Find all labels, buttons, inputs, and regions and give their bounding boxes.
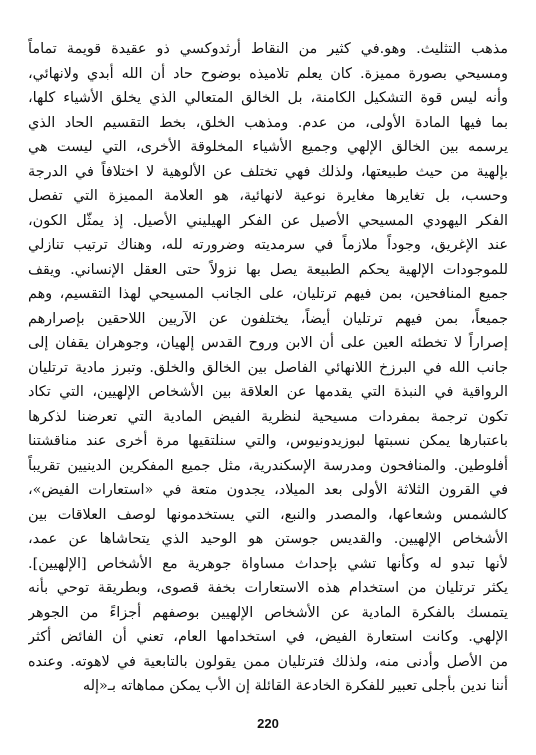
text-line: الإلهي. وكانت استعارة الفيض، في استخدامها العام، تعني أن الفائض أكثر bbox=[28, 629, 508, 645]
text-line: يتمسك بالفكرة المادية عن الأشخاص الإلهيين بوصفهم أجزاءً من الجوهر bbox=[28, 604, 508, 621]
text-line: مذهب التثليث. وهو.في كثير من النقاط أرثدوكسي ذو عقيدة قويمة تماماً bbox=[28, 41, 508, 57]
text-line: تكون ترجمة بمفردات مسيحية لنظرية الفيض المادية التي تعرضنا لذكرها bbox=[28, 408, 508, 425]
text-line: وحسب، بل تغايرها مغايرة نوعية لانهائية، هو العلامة المميزة التي تفصل bbox=[28, 188, 508, 204]
text-line: بإلهية من حيث طبيعتها، ولذلك فهي تختلف عن الألوهية لا اختلافاً في الدرجة bbox=[28, 163, 508, 180]
text-line: باعتبارها يمكن نسبتها لبوزيدونيوس، والتي سنلتقيها مرة أخرى عند مناقشتنا bbox=[28, 433, 508, 449]
text-line: لأنها تبدو له وكأنها تشي بإحداث مساواة جوهرية مع الأشخاص [الإلهيين]. bbox=[28, 555, 508, 572]
text-line: جانب الله في البرزخ اللانهائي الفاصل بين الخالق والخلق. وتبرز مادية ترتليان bbox=[28, 359, 508, 376]
text-line: في القرون الثلاثة الأولى بعد الميلاد، يجدون متعة في «استعارات الفيض»، bbox=[28, 482, 508, 498]
body-text bbox=[28, 37, 508, 699]
text-line: كالشمس وشعاعها، والمصدر والنبع، التي يستخدمونها لوصف العلاقات بين bbox=[28, 506, 508, 523]
text-line: جميعاً، بمن فيهم ترتليان أيضاً، يختلفون عن الآريين اللاحقين بإصرارهم bbox=[28, 310, 508, 327]
text-line: الفكر اليهودي المسيحي الأصيل عن الفكر الهيليني الأصيل. إذ يمثّل الكون، bbox=[28, 212, 508, 229]
text-line: من الأصل وأدنى منه، ولذلك فترتليان ممن يقولون بالتابعية في لاهوته. وعنده bbox=[28, 653, 508, 670]
text-line: بما فيها المادة الأولى، من عدم. ومذهب الخلق، بخط التقسيم الحاد الذي bbox=[28, 114, 508, 131]
text-line: أفلوطين. والمنافحون ومدرسة الإسكندرية، مثل جميع المفكرين الدينيين تقريباً bbox=[28, 457, 508, 474]
text-line: الرواقية في النبذة التي يقدمها عن العلاقة بين الأشخاص الإلهيين، التي تكاد bbox=[28, 384, 508, 400]
text-line: عند الإغريق، وجوداً ملازماً في سرمديته وضرورته لله، وهناك ترتيب تنازلي bbox=[28, 237, 508, 253]
text-line: يكثر ترتليان من استخدام هذه الاستعارات بخفة قصوى، وبطريقة توحي بأنه bbox=[28, 580, 508, 596]
text-line: إصراراً لا تخطئه العين على أن الابن وروح القدس إلهيان، وجوهران يقفان إلى bbox=[28, 335, 508, 351]
text-line: يرسمه بين الخالق الإلهي وجميع الأشياء المخلوقة الأخرى، التي ليست هي bbox=[28, 139, 508, 155]
text-line: جميع المنافحين، بمن فيهم ترتليان، على الجانب المسيحي لهذا التقسيم، وهم bbox=[28, 286, 508, 302]
text-line: وأنه ليس قوة التشكيل الكامنة، بل الخالق المتعالي الذي يخلق الأشياء كلها، bbox=[28, 90, 508, 106]
text-line: ومسيحي بصورة مميزة. كان يعلم تلاميذه بوضوح حاد أن الله أبدي ولانهائي، bbox=[28, 65, 508, 82]
text-line: الأشخاص الإلهيين. والقديس جوستن هو الوحيد الذي يتحاشاها عن عمد، bbox=[28, 531, 508, 547]
text-line: أننا ندين بأجلى تعبير للفكرة الخادعة القائلة إن الأب يمكن مماهاته بـ«إله bbox=[82, 678, 508, 694]
page-number: 220 bbox=[257, 716, 279, 731]
text-line: للموجودات الإلهية يحكم الطبيعة يصل بها نزولاً حتى العقل الإنساني. ويقف bbox=[28, 261, 508, 278]
